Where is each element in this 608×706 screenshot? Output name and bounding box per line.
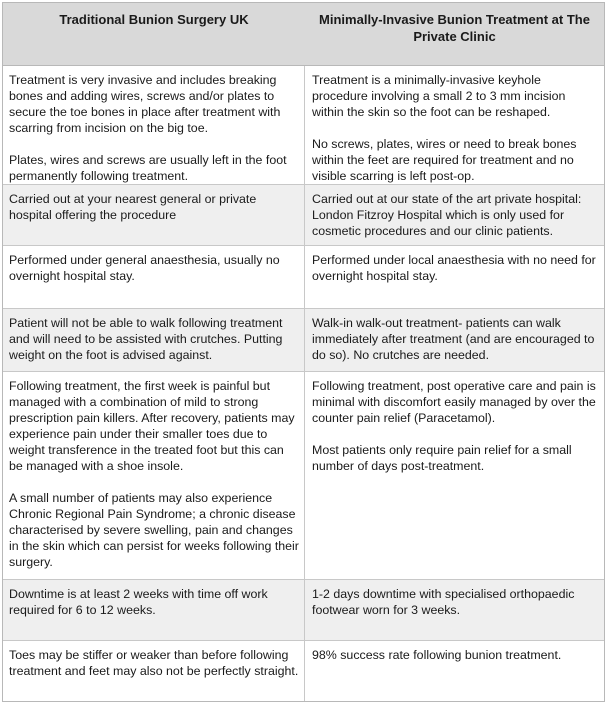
cell-paragraph: Performed under general anaesthesia, usually no overnight hospital stay.: [9, 253, 280, 283]
traditional-cell: [3, 185, 305, 245]
cell-paragraph: Downtime is at least 2 weeks with time off work required for 6 to 12 weeks.: [9, 587, 268, 617]
minimally-invasive-cell: [305, 185, 604, 245]
cell-paragraph: Toes may be stiffer or weaker than before following treatment and feet may also not be perfectly straight.: [9, 648, 299, 678]
traditional-cell: [3, 309, 305, 371]
traditional-cell: [3, 580, 305, 640]
cell-paragraph: Walk-in walk-out treatment- patients can walk immediately after treatment (and are encouraged to do so). No crutches are needed.: [312, 316, 595, 362]
cell-paragraph: Patient will not be able to walk following treatment and will need to be assisted with crutches. Putting weight on the foot is advised against.: [9, 316, 283, 362]
header-traditional-surgery: Traditional Bunion Surgery UK: [59, 12, 249, 27]
table-row-outcome: [3, 641, 604, 701]
cell-paragraph: A small number of patients may also experience Chronic Regional Pain Syndrome; a chronic disease characterised by severe swelling, pain and changes in the skin which can persist for weeks following their surgery.: [9, 491, 299, 569]
minimally-invasive-cell: [305, 66, 604, 184]
comparison-table: [2, 2, 605, 702]
minimally-invasive-cell: [305, 246, 604, 308]
minimally-invasive-cell: [305, 372, 604, 579]
traditional-cell: [3, 372, 305, 579]
cell-paragraph: Following treatment, the first week is painful but managed with a combination of mild to strong prescription pain killers. After recovery, patients may experience pain under their smaller toes due to weight transference in the treated foot but this can be managed with a shoe insole.: [9, 379, 295, 473]
table-row-recovery-pain: [3, 372, 604, 580]
table-row-invasiveness: [3, 66, 604, 185]
minimally-invasive-cell: [305, 641, 604, 701]
cell-paragraph: Following treatment, post operative care and pain is minimal with discomfort easily managed by over the counter pain relief (Paracetamol).: [312, 379, 596, 425]
table-row-anaesthesia: [3, 246, 604, 309]
table-header: [3, 3, 604, 66]
traditional-cell: [3, 246, 305, 308]
traditional-cell: [3, 641, 305, 701]
cell-paragraph: Performed under local anaesthesia with no need for overnight hospital stay.: [312, 253, 596, 283]
cell-paragraph: No screws, plates, wires or need to break bones within the feet are required for treatment and no visible scarring is left post-op.: [312, 137, 577, 183]
cell-paragraph: 1-2 days downtime with specialised orthopaedic footwear worn for 3 weeks.: [312, 587, 575, 617]
table-row-mobility: [3, 309, 604, 372]
minimally-invasive-cell: [305, 580, 604, 640]
cell-paragraph: Treatment is a minimally-invasive keyhole procedure involving a small 2 to 3 mm incision within the skin so the foot can be reshaped.: [312, 73, 566, 119]
header-minimally-invasive-treatment: Minimally-Invasive Bunion Treatment at The Private Clinic: [319, 12, 590, 44]
cell-paragraph: Most patients only require pain relief for a small number of days post-treatment.: [312, 443, 572, 473]
cell-paragraph: Plates, wires and screws are usually left in the foot permanently following treatment.: [9, 153, 287, 183]
cell-paragraph: Carried out at your nearest general or private hospital offering the procedure: [9, 192, 257, 222]
traditional-cell: [3, 66, 305, 184]
cell-paragraph: Carried out at our state of the art private hospital: London Fitzroy Hospital which is only used for cosmetic procedures and our clinic patients.: [312, 192, 582, 238]
minimally-invasive-cell: [305, 309, 604, 371]
cell-paragraph: 98% success rate following bunion treatment.: [312, 648, 562, 662]
table-row-location: [3, 185, 604, 246]
table-row-downtime: [3, 580, 604, 641]
cell-paragraph: Treatment is very invasive and includes breaking bones and adding wires, screws and/or plates to secure the toe bones in place after treatment with scarring from incision on the big toe.: [9, 73, 281, 135]
